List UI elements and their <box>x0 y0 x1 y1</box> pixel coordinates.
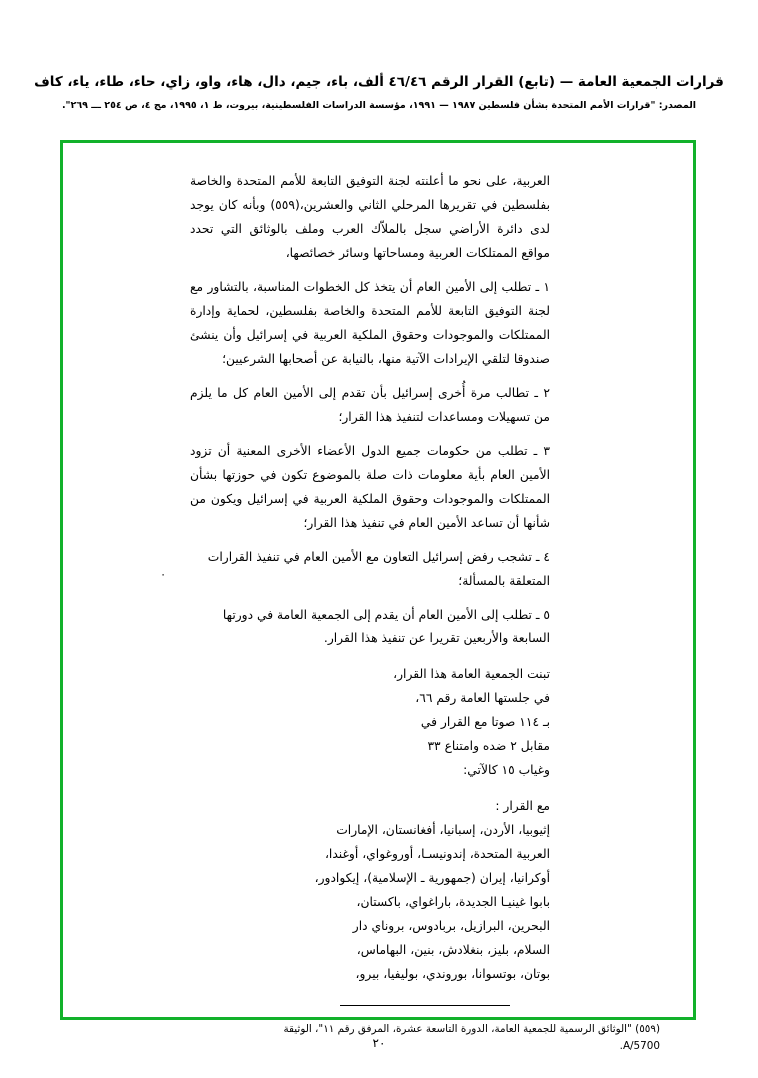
in-favour-line: بوتان، بوتسوانا، بوروندي، بوليفيا، بيرو، <box>355 967 550 982</box>
paragraph-item-1: ١ ـ تطلب إلى الأمين العام أن يتخذ كل الخطوات المناسبة، بالتشاور مع لجنة التوفيق التابعة للأمم المتحدة والخاصة بفلسطين، لحماية وإدارة الممتلكات والموجودات وحقوق الملكية العربية في إسرائيل وأن ينشئ صندوقا لتلقي الإيرادات الآتية منها، بالنيابة عن أصحابها الشرعيين؛ <box>190 279 550 366</box>
footnote-divider <box>340 1005 510 1006</box>
paragraph-item-3: ٣ ـ تطلب من حكومات جميع الدول الأعضاء الأخرى المعنية أن تزود الأمين العام بأية معلومات ذات صلة بالموضوع تكون في حوزتها بشأن الممتلكات والموجودات وحقوق الملكية العربية في إسرائيل ويكون من شأنها أن تساعد الأمين العام في تنفيذ هذا القرار؛ <box>190 443 550 530</box>
in-favour-line: أوكرانيا، إيران (جمهورية ـ الإسلامية)، إيكوادور، <box>314 871 550 886</box>
vote-line-adopted: تبنت الجمعية العامة هذا القرار، <box>393 667 550 682</box>
text-column <box>190 170 550 987</box>
page-header <box>0 72 758 113</box>
in-favour-line: بابوا غينيـا الجديدة، باراغواي، باكستان، <box>356 895 550 910</box>
vote-line-in-favour: بـ ١١٤ صوتا مع القرار في <box>420 715 550 730</box>
document-content <box>96 170 660 990</box>
paragraph-intro: العربية، على نحو ما أعلنته لجنة التوفيق التابعة للأمم المتحدة والخاصة بفلسطين في تقريرها المرحلي الثاني والعشرين،(٥٥٩) وبأنه كان يوجد لدى دائرة الأراضي سجل بالملاّك العرب وملف بالوثائق التي تحدد مواقع الممتلكات العربية ومساحاتها وسائر خصائصها، <box>190 174 550 260</box>
in-favour-line: السلام، بليز، بنغلادش، بنين، البهاماس، <box>356 943 550 958</box>
paragraph-item-2: ٢ ـ تطالب مرة أُخرى إسرائيل بأن تقدم إلى الأمين العام كل ما يلزم من تسهيلات ومساعدات لتنفيذ هذا القرار؛ <box>190 385 550 424</box>
vote-line-meeting: في جلستها العامة رقم ٦٦، <box>415 691 550 706</box>
source-line: المصدر: "قرارات الأمم المتحدة بشأن فلسطين ١٩٨٧ — ١٩٩١، مؤسسة الدراسات الفلسطينية، بيروت، ط ١، ١٩٩٥، مج ٤، ص ٢٥٤ ـــ ٢٦٩". <box>61 100 697 112</box>
footnote-text: (٥٥٩) "الوثائق الرسمية للجمعية العامة، الدورة التاسعة عشرة، المرفق رقم ١١"، الوثيقة A/5700. <box>283 1022 660 1053</box>
in-favour-line: إثيوبيا، الأردن، إسبانيا، أفغانستان، الإمارات <box>336 823 550 838</box>
page-title: قرارات الجمعية العامة — (تابع) القرار الرقم ٤٦/٤٦ ألف، باء، جيم، دال، هاء، واو، زاي، حاء، طاء، ياء، كاف <box>34 74 724 90</box>
page-number: ٢٠ <box>372 1036 386 1050</box>
in-favour-line: العربية المتحدة، إندونيسـا، أوروغواي، أوغندا، <box>324 847 550 862</box>
vote-summary <box>190 663 550 783</box>
margin-marker: ٠ <box>160 568 166 581</box>
paragraph-item-5: ٥ ـ تطلب إلى الأمين العام أن يقدم إلى الجمعية العامة في دورتها السابعة والأربعين تقريرا عن تنفيذ هذا القرار. <box>222 607 550 646</box>
in-favour-line: البحرين، البرازيل، بربادوس، بروناي دار <box>352 919 550 934</box>
in-favour-list <box>190 795 550 987</box>
vote-line-against-abstain: مقابل ٢ ضده وامتناع ٣٣ <box>427 739 550 754</box>
vote-line-absent: وغياب ١٥ كالآتي: <box>463 763 550 778</box>
paragraph-item-4: ٤ ـ تشجب رفض إسرائيل التعاون مع الأمين العام في تنفيذ القرارات المتعلقة بالمسألة؛ <box>207 549 550 588</box>
in-favour-label: مع القرار : <box>495 799 550 814</box>
